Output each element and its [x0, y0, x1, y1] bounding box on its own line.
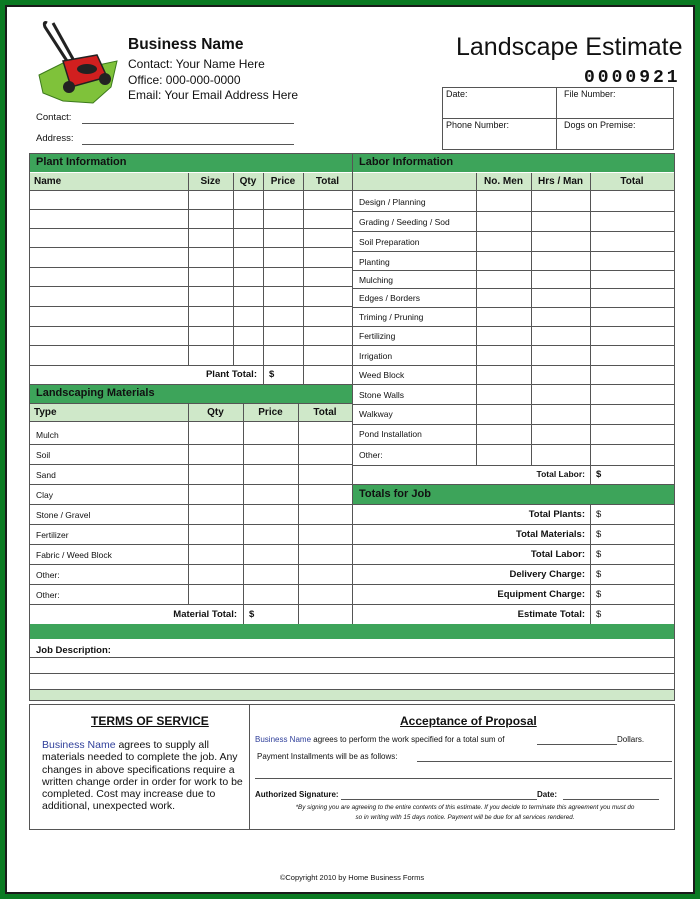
labor-item: Design / Planning [359, 197, 426, 207]
acceptance-title: Acceptance of Proposal [400, 714, 537, 728]
copyright: ©Copyright 2010 by Home Business Forms [279, 873, 425, 882]
totals-dollar: $ [596, 509, 602, 520]
plant-header-size: Size [200, 176, 221, 187]
signature-label: Authorized Signature: [255, 790, 339, 799]
terms-body [42, 739, 247, 813]
disclaimer-line1: *By signing you are agreeing to the entire contents of this estimate. If you decide to terminate this agreement you must do [295, 804, 635, 811]
materials-header-price: Price [258, 407, 283, 418]
terms-text: agrees to supply all materials needed to complete the job. Any changes in above specifications require a written change order in order for work to be completed. Cost may increase due to additional, unexpected work. [42, 739, 243, 813]
office-line: Office: 000-000-0000 [128, 73, 241, 87]
plant-header-total: Total [315, 176, 340, 187]
material-item: Mulch [36, 430, 59, 440]
estimate-form [5, 5, 695, 894]
totals-delivery-label: Delivery Charge: [509, 569, 585, 580]
labor-item: Weed Block [359, 370, 405, 380]
labor-item: Planting [359, 257, 390, 267]
signature-date-label: Date: [537, 790, 558, 799]
plant-section-title: Plant Information [36, 156, 127, 168]
materials-section-title: Landscaping Materials [36, 387, 155, 399]
plant-total-dollar: $ [269, 369, 275, 380]
materials-header-qty: Qty [207, 407, 224, 418]
totals-plants-label: Total Plants: [528, 509, 585, 520]
material-item: Stone / Gravel [36, 510, 91, 520]
totals-estimate-label: Estimate Total: [517, 609, 585, 620]
totals-materials-label: Total Materials: [516, 529, 585, 540]
business-name: Business Name [128, 36, 244, 53]
estimate-number: 0000921 [584, 68, 681, 88]
totals-dollar: $ [596, 569, 602, 580]
acceptance-line1 [255, 735, 504, 744]
labor-item: Stone Walls [359, 390, 405, 400]
labor-item: Pond Installation [359, 429, 422, 439]
totals-equipment-label: Equipment Charge: [497, 589, 585, 600]
labor-item: Mulching [359, 275, 394, 285]
acceptance-business-name: Business Name [255, 735, 312, 744]
totals-dollar: $ [596, 549, 602, 560]
lawn-mower-icon [33, 17, 121, 109]
plant-header-price: Price [270, 176, 296, 187]
totals-dollar: $ [596, 609, 602, 620]
page-title: Landscape Estimate [456, 33, 683, 61]
labor-section-title: Labor Information [359, 156, 454, 168]
totals-labor-label: Total Labor: [530, 549, 585, 560]
disclaimer-line2: so in writing with 15 days notice. Payment will be due for all services rendered. [355, 814, 575, 821]
labor-header-total: Total [620, 176, 644, 187]
address-label: Address: [36, 133, 74, 144]
labor-total-label: Total Labor: [536, 469, 585, 479]
totals-dollar: $ [596, 589, 602, 600]
material-item: Sand [36, 470, 56, 480]
labor-item: Fertilizing [359, 331, 396, 341]
labor-item: Triming / Pruning [359, 312, 424, 322]
materials-header-type: Type [34, 407, 57, 418]
installments-label: Payment Installments will be as follows: [257, 752, 398, 761]
dollars-label: Dollars. [617, 735, 645, 744]
labor-item: Soil Preparation [359, 237, 420, 247]
terms-title: TERMS OF SERVICE [91, 714, 209, 728]
terms-business-name: Business Name [42, 739, 116, 751]
phone-number-field[interactable]: Phone Number: [446, 120, 510, 130]
material-item: Soil [36, 450, 51, 460]
dogs-field[interactable]: Dogs on Premise: [564, 120, 636, 130]
plant-total-label: Plant Total: [205, 369, 257, 380]
acceptance-line1-text: agrees to perform the work specified for a total sum of [311, 735, 505, 744]
totals-dollar: $ [596, 529, 602, 540]
contact-line: Contact: Your Name Here [128, 57, 265, 71]
labor-item: Walkway [359, 409, 393, 419]
email-line: Email: Your Email Address Here [128, 88, 299, 102]
labor-total-dollar: $ [596, 469, 602, 480]
date-field[interactable]: Date: [446, 89, 468, 99]
labor-item: Grading / Seeding / Sod [359, 217, 450, 227]
material-item: Fabric / Weed Block [36, 550, 112, 560]
labor-item: Other: [359, 450, 383, 460]
labor-header-hrs: Hrs / Man [537, 176, 583, 187]
material-item: Fertilizer [36, 530, 69, 540]
material-item: Other: [36, 570, 60, 580]
labor-item: Edges / Borders [359, 293, 420, 303]
labor-header-men: No. Men [484, 176, 523, 187]
plant-header-qty: Qty [239, 176, 257, 187]
job-description-label: Job Description: [36, 645, 111, 656]
plant-header-name: Name [34, 176, 62, 187]
material-total-dollar: $ [249, 609, 255, 620]
material-item: Clay [36, 490, 54, 500]
labor-item: Irrigation [359, 351, 393, 361]
contact-label: Contact: [36, 112, 72, 123]
totals-section-title: Totals for Job [359, 488, 431, 500]
materials-header-total: Total [313, 407, 337, 418]
material-item: Other: [36, 590, 60, 600]
file-number-field[interactable]: File Number: [564, 89, 616, 99]
material-total-label: Material Total: [173, 609, 237, 620]
